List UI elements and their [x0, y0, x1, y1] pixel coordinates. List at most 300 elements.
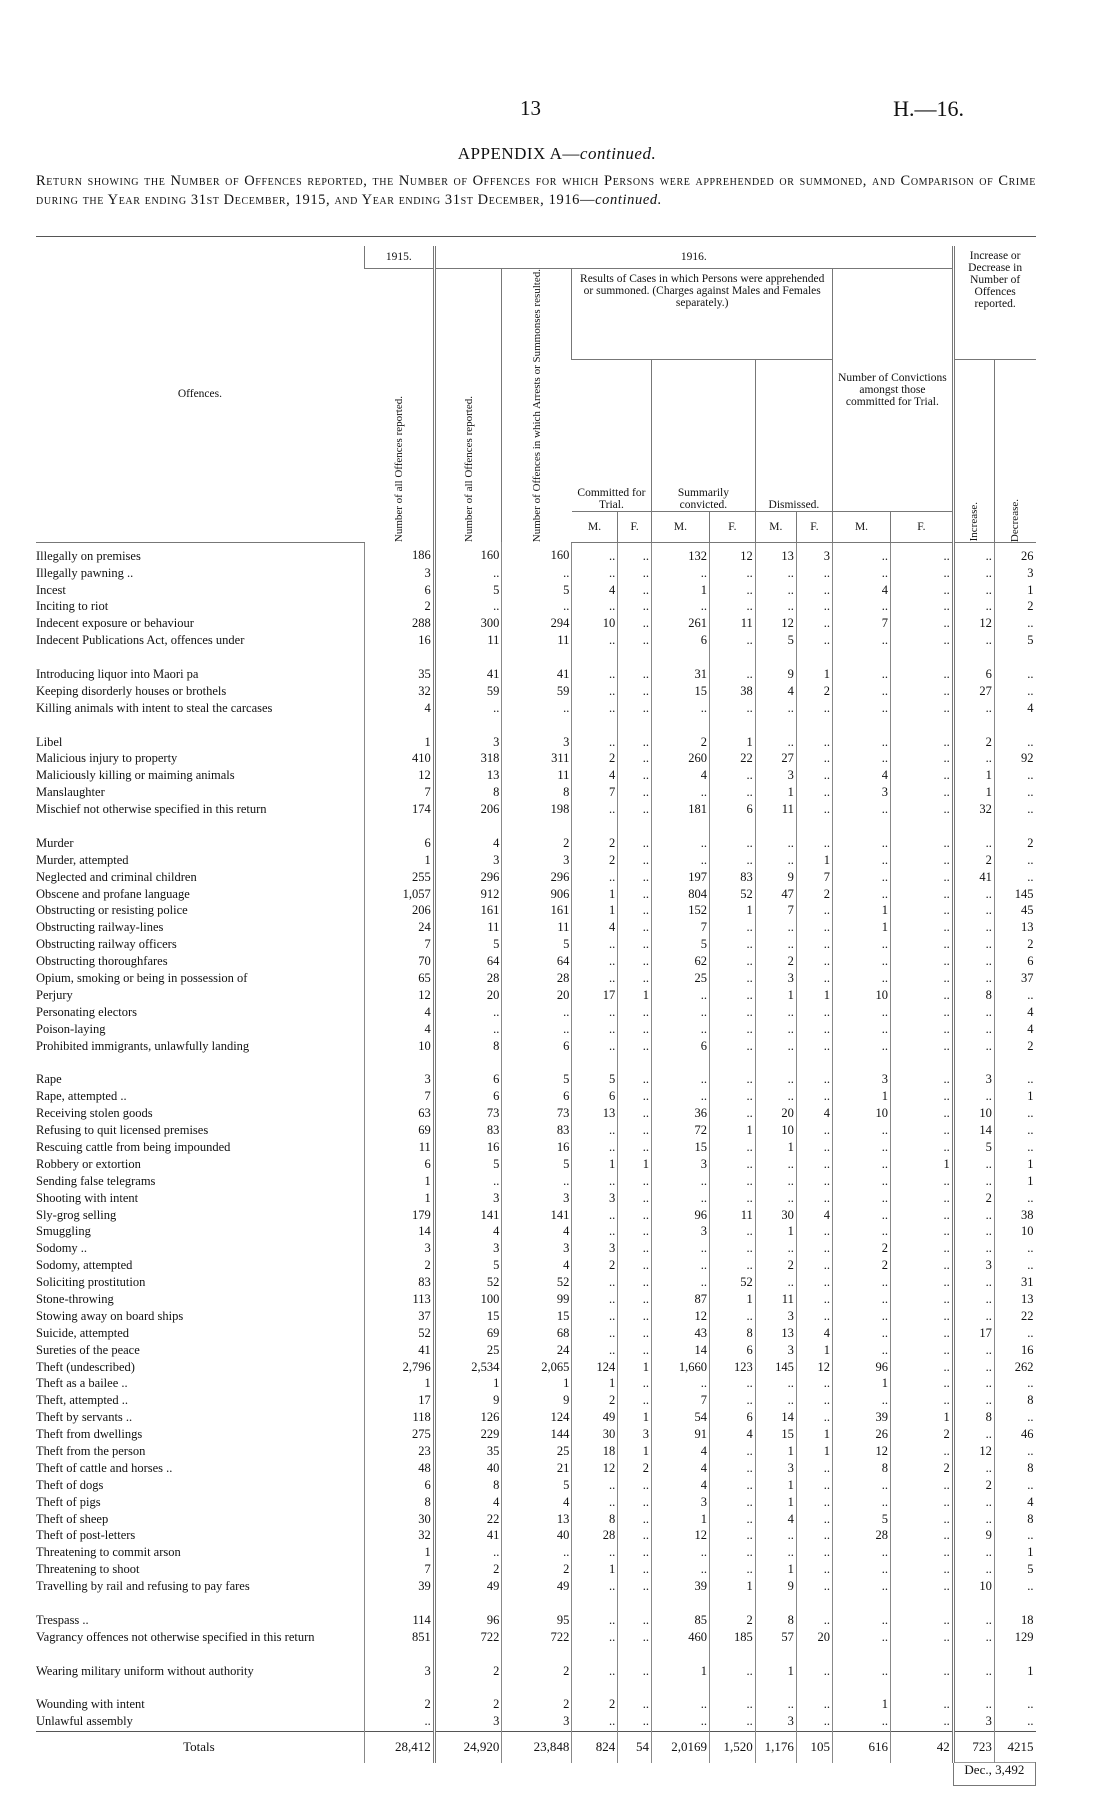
- table-body: [36, 542, 1036, 1785]
- reported-1915-cell: 6: [364, 583, 434, 600]
- convictions-f-cell: ..: [890, 667, 953, 684]
- summarily-m-cell: 39: [652, 1579, 710, 1613]
- committed-f-cell: 1: [618, 1444, 652, 1461]
- committed-f-cell: ..: [618, 1106, 652, 1123]
- dismissed-f-cell: 2: [796, 887, 832, 904]
- decrease-cell: 4: [994, 701, 1035, 735]
- convictions-f-cell: ..: [890, 1343, 953, 1360]
- arrests-cell: 294: [502, 616, 572, 633]
- committed-m-cell: 49: [572, 1410, 618, 1427]
- summarily-m-cell: 6: [652, 633, 710, 667]
- convictions-m-cell: 26: [833, 1427, 891, 1444]
- committed-f-total: 54: [618, 1732, 652, 1763]
- convictions-f-cell: ..: [890, 1191, 953, 1208]
- summarily-f-header: F.: [709, 511, 755, 542]
- summarily-m-cell: 25: [652, 971, 710, 988]
- committed-m-cell: ..: [572, 937, 618, 954]
- decrease-cell: ..: [994, 802, 1035, 836]
- summarily-f-cell: ..: [709, 1072, 755, 1089]
- reported-1915-cell: 2: [364, 1258, 434, 1275]
- convictions-f-cell: ..: [890, 870, 953, 887]
- decrease-cell: 1: [994, 1545, 1035, 1562]
- convictions-f-cell: ..: [890, 1072, 953, 1089]
- arrests-cell: ..: [502, 566, 572, 583]
- reported-1916-cell: 4: [434, 1495, 502, 1512]
- convictions-f-cell: ..: [890, 1224, 953, 1241]
- reported-1915-cell: 4: [364, 1005, 434, 1022]
- offence-name: Illegally on premises: [36, 548, 141, 563]
- arrests-cell: 95: [502, 1613, 572, 1630]
- reported-1916-cell: 2,534: [434, 1360, 502, 1377]
- dismissed-f-cell: ..: [796, 1157, 832, 1174]
- committed-f-cell: ..: [618, 1579, 652, 1613]
- dismissed-m-cell: 145: [755, 1360, 796, 1377]
- arrests-cell: 59: [502, 684, 572, 701]
- decrease-cell: ..: [994, 988, 1035, 1005]
- decrease-cell: 1: [994, 1174, 1035, 1191]
- summarily-m-cell: 181: [652, 802, 710, 836]
- committed-f-cell: ..: [618, 684, 652, 701]
- dismissed-f-cell: ..: [796, 599, 832, 616]
- dismissed-m-cell: 12: [755, 616, 796, 633]
- increase-cell: 3: [953, 1072, 994, 1089]
- dismissed-m-cell: 1: [755, 1224, 796, 1241]
- decrease-cell: ..: [994, 684, 1035, 701]
- summarily-f-total: 1,520: [709, 1732, 755, 1763]
- dismissed-m-cell: ..: [755, 853, 796, 870]
- reported-1915-cell: 41: [364, 1343, 434, 1360]
- reported-1915-cell: 6: [364, 836, 434, 853]
- dismissed-f-cell: ..: [796, 616, 832, 633]
- summarily-f-cell: 185: [709, 1630, 755, 1664]
- appendix-continued: continued.: [579, 144, 657, 163]
- offence-name: Stowing away on board ships: [36, 1308, 184, 1323]
- table-row: [36, 583, 1036, 600]
- summarily-m-cell: 12: [652, 1309, 710, 1326]
- committed-m-cell: ..: [572, 1343, 618, 1360]
- dismissed-f-cell: ..: [796, 1545, 832, 1562]
- committed-m-cell: 2: [572, 1258, 618, 1275]
- summarily-f-cell: ..: [709, 1714, 755, 1731]
- offences-table: [36, 246, 1036, 1786]
- decrease-cell: ..: [994, 1241, 1035, 1258]
- reported-1916-cell: 6: [434, 1089, 502, 1106]
- table-row: [36, 1140, 1036, 1157]
- arrests-cell: 4: [502, 1258, 572, 1275]
- offence-name: Trespass ..: [36, 1612, 89, 1627]
- committed-m-cell: 2: [572, 836, 618, 853]
- dismissed-m-cell: ..: [755, 599, 796, 616]
- dismissed-f-cell: ..: [796, 751, 832, 768]
- committed-m-cell: 18: [572, 1444, 618, 1461]
- decrease-cell: 8: [994, 1393, 1035, 1410]
- committed-m-cell: 2: [572, 1393, 618, 1410]
- committed-f-cell: ..: [618, 1326, 652, 1343]
- table-row: [36, 1326, 1036, 1343]
- summarily-f-cell: ..: [709, 1309, 755, 1326]
- committed-m-cell: ..: [572, 1326, 618, 1343]
- table-row: [36, 1478, 1036, 1495]
- committed-m-cell: 10: [572, 616, 618, 633]
- table-row: [36, 1275, 1036, 1292]
- reported-1915-label: Number of all Offences reported.: [392, 396, 405, 543]
- summarily-m-header: M.: [652, 511, 710, 542]
- convictions-m-cell: 1: [833, 1697, 891, 1714]
- committed-m-cell: 28: [572, 1528, 618, 1545]
- dismissed-m-cell: ..: [755, 1157, 796, 1174]
- summarily-f-cell: 12: [709, 542, 755, 565]
- convictions-m-cell: 1: [833, 920, 891, 937]
- reported-1915-cell: 3: [364, 1072, 434, 1089]
- table-row: [36, 1343, 1036, 1360]
- increase-cell: ..: [953, 937, 994, 954]
- increase-cell: ..: [953, 1208, 994, 1225]
- arrests-cell: 21: [502, 1461, 572, 1478]
- reported-1916-cell: 41: [434, 1528, 502, 1545]
- dismissed-m-cell: ..: [755, 1393, 796, 1410]
- summarily-f-cell: ..: [709, 1241, 755, 1258]
- dismissed-f-cell: 3: [796, 542, 832, 565]
- increase-cell: 32: [953, 802, 994, 836]
- dismissed-f-cell: ..: [796, 1022, 832, 1039]
- arrests-cell: 3: [502, 1191, 572, 1208]
- offence-name: Wearing military uniform without authority: [36, 1663, 254, 1678]
- convictions-f-cell: ..: [890, 853, 953, 870]
- convictions-f-cell: ..: [890, 785, 953, 802]
- summarily-f-cell: ..: [709, 1461, 755, 1478]
- reported-1916-cell: 8: [434, 1039, 502, 1073]
- reported-1915-cell: 1: [364, 1174, 434, 1191]
- committed-f-cell: ..: [618, 836, 652, 853]
- convictions-m-cell: ..: [833, 1579, 891, 1613]
- convictions-m-cell: ..: [833, 735, 891, 752]
- convictions-m-cell: ..: [833, 1562, 891, 1579]
- arrests-cell: 124: [502, 1410, 572, 1427]
- offence-name: Neglected and criminal children: [36, 869, 197, 884]
- committed-f-cell: ..: [618, 583, 652, 600]
- offence-name: Receiving stolen goods: [36, 1106, 153, 1121]
- convictions-f-cell: ..: [890, 1039, 953, 1073]
- increase-cell: ..: [953, 1174, 994, 1191]
- table-row: [36, 1208, 1036, 1225]
- summarily-f-cell: ..: [709, 633, 755, 667]
- convictions-f-cell: ..: [890, 1292, 953, 1309]
- dismissed-f-cell: ..: [796, 1613, 832, 1630]
- summarily-m-cell: ..: [652, 836, 710, 853]
- convictions-f-cell: ..: [890, 1444, 953, 1461]
- table-row: [36, 566, 1036, 583]
- reported-1915-cell: 1: [364, 735, 434, 752]
- offence-name: Threatening to commit arson: [36, 1545, 181, 1560]
- committed-f-cell: ..: [618, 1089, 652, 1106]
- arrests-cell: 2: [502, 836, 572, 853]
- increase-cell: 41: [953, 870, 994, 887]
- offence-name: Incest: [36, 582, 66, 597]
- summarily-f-cell: 4: [709, 1427, 755, 1444]
- arrests-cell: 160: [502, 542, 572, 565]
- committed-m-cell: ..: [572, 1613, 618, 1630]
- reported-1916-cell: 912: [434, 887, 502, 904]
- committed-f-cell: ..: [618, 887, 652, 904]
- decrease-cell: ..: [994, 1714, 1035, 1731]
- reported-1915-cell: 37: [364, 1309, 434, 1326]
- offence-name: Smuggling: [36, 1224, 91, 1239]
- arrests-cell: 68: [502, 1326, 572, 1343]
- committed-m-cell: ..: [572, 1292, 618, 1309]
- table-row: [36, 785, 1036, 802]
- reported-1915-cell: 3: [364, 566, 434, 583]
- reported-1916-cell: ..: [434, 1022, 502, 1039]
- summarily-f-cell: 1: [709, 1123, 755, 1140]
- decrease-cell: 45: [994, 903, 1035, 920]
- offence-name: Obstructing thoroughfares: [36, 954, 168, 969]
- committed-m-cell: ..: [572, 1309, 618, 1326]
- convictions-f-cell: ..: [890, 1174, 953, 1191]
- arrests-cell: ..: [502, 1005, 572, 1022]
- offence-name: Murder: [36, 835, 74, 850]
- increase-cell: 2: [953, 735, 994, 752]
- arrests-cell: 4: [502, 1495, 572, 1512]
- convictions-f-cell: ..: [890, 1022, 953, 1039]
- summarily-f-cell: ..: [709, 1140, 755, 1157]
- decrease-cell: ..: [994, 1123, 1035, 1140]
- summarily-f-cell: 1: [709, 1292, 755, 1309]
- convictions-f-cell: ..: [890, 1208, 953, 1225]
- convictions-f-cell: ..: [890, 971, 953, 988]
- decrease-cell: 13: [994, 920, 1035, 937]
- committed-f-cell: ..: [618, 1191, 652, 1208]
- convictions-f-cell: ..: [890, 836, 953, 853]
- arrests-cell: ..: [502, 1174, 572, 1191]
- committed-f-cell: ..: [618, 1292, 652, 1309]
- summarily-m-cell: 12: [652, 1528, 710, 1545]
- decrease-cell: 22: [994, 1309, 1035, 1326]
- committed-f-cell: ..: [618, 1072, 652, 1089]
- convictions-f-cell: ..: [890, 566, 953, 583]
- summarily-f-cell: ..: [709, 1022, 755, 1039]
- document-reference: H.—16.: [893, 96, 964, 121]
- summarily-m-cell: 2: [652, 735, 710, 752]
- increase-cell: ..: [953, 836, 994, 853]
- committed-f-cell: ..: [618, 1309, 652, 1326]
- arrests-cell: 5: [502, 1072, 572, 1089]
- convictions-m-cell: ..: [833, 1545, 891, 1562]
- convictions-f-cell: ..: [890, 616, 953, 633]
- reported-1915-cell: 39: [364, 1579, 434, 1613]
- summarily-f-cell: ..: [709, 988, 755, 1005]
- dismissed-m-cell: 9: [755, 667, 796, 684]
- committed-m-cell: 2: [572, 751, 618, 768]
- dismissed-f-cell: ..: [796, 1393, 832, 1410]
- reported-1915-cell: 1: [364, 1376, 434, 1393]
- offence-name: Travelling by rail and refusing to pay fares: [36, 1579, 250, 1594]
- top-rule: [36, 236, 1036, 237]
- dismissed-m-cell: ..: [755, 701, 796, 735]
- increase-cell: 5: [953, 1140, 994, 1157]
- arrests-cell: 25: [502, 1444, 572, 1461]
- totals-label: Totals: [36, 1732, 364, 1763]
- summarily-m-cell: 3: [652, 1157, 710, 1174]
- committed-f-cell: ..: [618, 853, 652, 870]
- summarily-m-cell: 197: [652, 870, 710, 887]
- arrests-cell: 64: [502, 954, 572, 971]
- committed-m-cell: ..: [572, 1174, 618, 1191]
- summarily-m-cell: 15: [652, 1140, 710, 1157]
- dismissed-m-cell: ..: [755, 735, 796, 752]
- committed-f-cell: ..: [618, 1478, 652, 1495]
- convictions-m-cell: ..: [833, 802, 891, 836]
- decrease-cell: 2: [994, 599, 1035, 616]
- dismissed-f-cell: 2: [796, 684, 832, 701]
- arrests-cell: 15: [502, 1309, 572, 1326]
- decrease-cell: 129: [994, 1630, 1035, 1664]
- table-row: [36, 1005, 1036, 1022]
- table-row: [36, 768, 1036, 785]
- dismissed-f-cell: 4: [796, 1326, 832, 1343]
- arrests-cell: 144: [502, 1427, 572, 1444]
- decrease-cell: 37: [994, 971, 1035, 988]
- summarily-f-cell: 38: [709, 684, 755, 701]
- reported-1915-cell: 32: [364, 684, 434, 701]
- dismissed-m-cell: 1: [755, 785, 796, 802]
- committed-f-cell: 1: [618, 988, 652, 1005]
- committed-f-cell: ..: [618, 1664, 652, 1698]
- reported-1915-cell: 23: [364, 1444, 434, 1461]
- convictions-f-cell: ..: [890, 633, 953, 667]
- dismissed-f-cell: ..: [796, 1191, 832, 1208]
- committed-m-cell: ..: [572, 1495, 618, 1512]
- convictions-m-cell: ..: [833, 566, 891, 583]
- title-text: Return showing the Number of Offences reported, the Number of Offences for which Persons were apprehended or summoned, and Comparison of Crime during the Year ending 31st December, 1915, and Year ending 31st December, 1916—: [36, 173, 1036, 208]
- committed-m-cell: 30: [572, 1427, 618, 1444]
- convictions-f-cell: ..: [890, 751, 953, 768]
- summarily-m-cell: 1: [652, 1664, 710, 1698]
- convictions-m-cell: 10: [833, 988, 891, 1005]
- reported-1916-cell: 8: [434, 785, 502, 802]
- dismissed-m-cell: 27: [755, 751, 796, 768]
- convictions-m-cell: 96: [833, 1360, 891, 1377]
- reported-1915-cell: 288: [364, 616, 434, 633]
- committed-f-cell: ..: [618, 870, 652, 887]
- dismissed-f-cell: ..: [796, 583, 832, 600]
- reported-1916-cell: 40: [434, 1461, 502, 1478]
- reported-1915-cell: 2,796: [364, 1360, 434, 1377]
- summarily-m-cell: 261: [652, 616, 710, 633]
- committed-f-cell: ..: [618, 903, 652, 920]
- committed-m-cell: ..: [572, 1123, 618, 1140]
- decrease-cell: 262: [994, 1360, 1035, 1377]
- dismissed-m-cell: 1: [755, 988, 796, 1005]
- increase-cell: ..: [953, 1292, 994, 1309]
- increase-cell: ..: [953, 1005, 994, 1022]
- convictions-m-cell: 1: [833, 1376, 891, 1393]
- increase-cell: ..: [953, 887, 994, 904]
- reported-1916-cell: 300: [434, 616, 502, 633]
- convictions-f-cell: ..: [890, 684, 953, 701]
- reported-1915-cell: 4: [364, 1022, 434, 1039]
- table-row: [36, 903, 1036, 920]
- reported-1915-cell: 6: [364, 1157, 434, 1174]
- increase-cell: ..: [953, 1562, 994, 1579]
- committed-f-cell: ..: [618, 920, 652, 937]
- convictions-f-cell: ..: [890, 1630, 953, 1664]
- dismissed-f-cell: ..: [796, 1376, 832, 1393]
- convictions-f-cell: ..: [890, 1579, 953, 1613]
- table-row: [36, 1039, 1036, 1073]
- summarily-m-cell: ..: [652, 1275, 710, 1292]
- committed-m-cell: ..: [572, 1005, 618, 1022]
- committed-f-cell: ..: [618, 1613, 652, 1630]
- committed-m-cell: ..: [572, 684, 618, 701]
- convictions-m-cell: 1: [833, 1089, 891, 1106]
- reported-1916-cell: 2: [434, 1697, 502, 1714]
- dismissed-f-cell: ..: [796, 1562, 832, 1579]
- reported-1915-cell: 7: [364, 1562, 434, 1579]
- dismissed-m-cell: 30: [755, 1208, 796, 1225]
- convictions-m-cell: 39: [833, 1410, 891, 1427]
- convictions-f-cell: ..: [890, 735, 953, 752]
- committed-f-cell: 1: [618, 1360, 652, 1377]
- dismissed-f-cell: ..: [796, 1258, 832, 1275]
- convictions-f-cell: ..: [890, 1393, 953, 1410]
- table-row: [36, 735, 1036, 752]
- table-row: [36, 542, 1036, 565]
- dismissed-m-cell: 11: [755, 1292, 796, 1309]
- decrease-cell: 1: [994, 1664, 1035, 1698]
- increase-cell: 1: [953, 768, 994, 785]
- dismissed-f-cell: ..: [796, 633, 832, 667]
- dismissed-f-cell: 7: [796, 870, 832, 887]
- summarily-m-cell: 62: [652, 954, 710, 971]
- committed-f-cell: ..: [618, 542, 652, 565]
- convictions-f-cell: ..: [890, 542, 953, 565]
- dismissed-m-total: 1,176: [755, 1732, 796, 1763]
- dismissed-f-cell: 1: [796, 1427, 832, 1444]
- decrease-cell: 38: [994, 1208, 1035, 1225]
- arrests-cell: 73: [502, 1106, 572, 1123]
- table-row: [36, 887, 1036, 904]
- committed-m-cell: ..: [572, 1664, 618, 1698]
- summarily-m-cell: 804: [652, 887, 710, 904]
- convictions-m-cell: 2: [833, 1241, 891, 1258]
- dismissed-m-cell: ..: [755, 1697, 796, 1714]
- dismissed-f-cell: ..: [796, 1241, 832, 1258]
- dismissed-f-cell: ..: [796, 1140, 832, 1157]
- table-row: [36, 1495, 1036, 1512]
- offence-name: Killing animals with intent to steal the carcases: [36, 700, 273, 715]
- convictions-f-cell: ..: [890, 1613, 953, 1630]
- offence-name: Theft from the person: [36, 1443, 146, 1458]
- increase-cell: 17: [953, 1326, 994, 1343]
- dismissed-m-cell: 1: [755, 1444, 796, 1461]
- convictions-f-cell: ..: [890, 1664, 953, 1698]
- reported-1915-cell: 1: [364, 853, 434, 870]
- increase-cell: ..: [953, 1022, 994, 1039]
- decrease-cell: ..: [994, 1376, 1035, 1393]
- reported-1916-cell: 15: [434, 1309, 502, 1326]
- convictions-f-header: F.: [890, 511, 953, 542]
- dismissed-f-cell: ..: [796, 1410, 832, 1427]
- convictions-f-cell: 1: [890, 1410, 953, 1427]
- summarily-m-cell: 36: [652, 1106, 710, 1123]
- increase-cell: 10: [953, 1579, 994, 1613]
- reported-1916-cell: 28: [434, 971, 502, 988]
- decrease-cell: ..: [994, 1410, 1035, 1427]
- committed-m-cell: 8: [572, 1512, 618, 1529]
- committed-m-cell: ..: [572, 1579, 618, 1613]
- dismissed-f-cell: ..: [796, 802, 832, 836]
- reported-1915-cell: 174: [364, 802, 434, 836]
